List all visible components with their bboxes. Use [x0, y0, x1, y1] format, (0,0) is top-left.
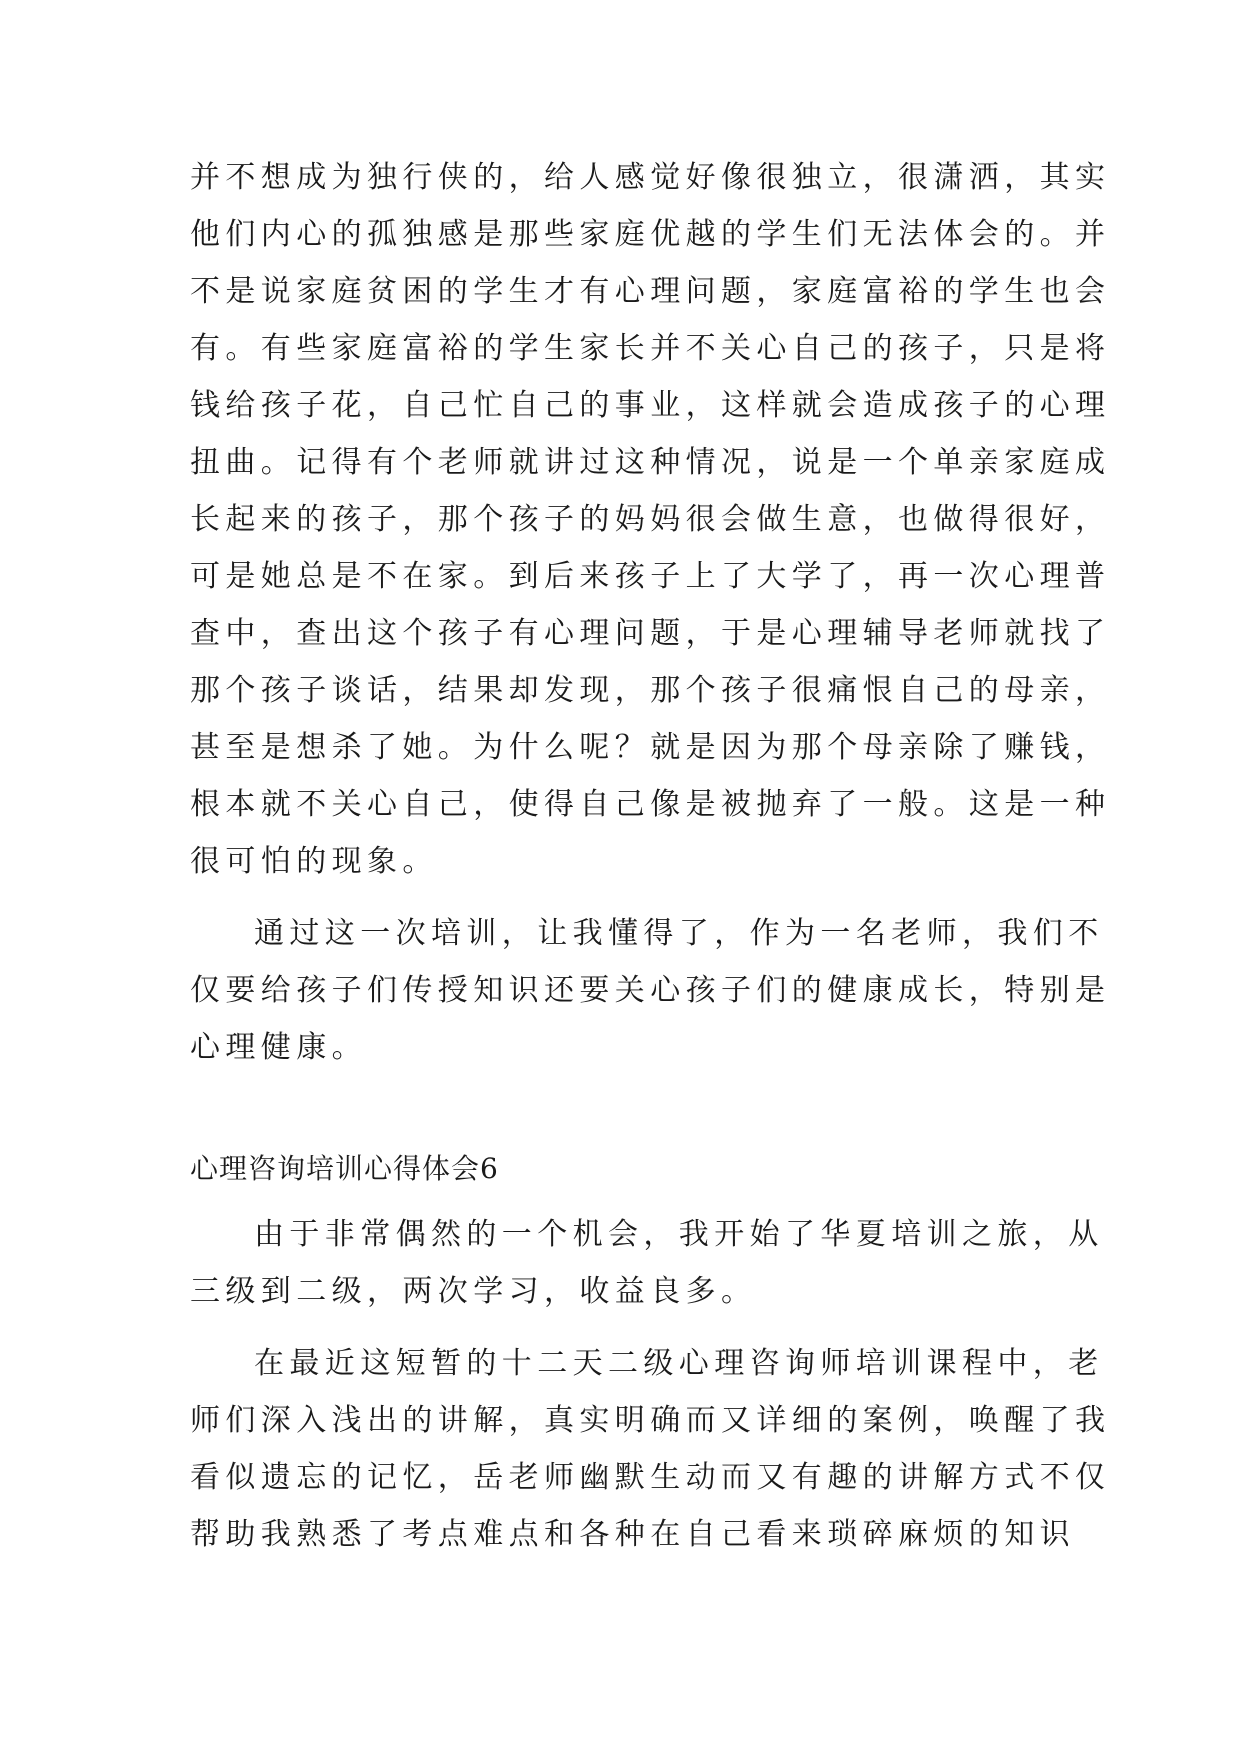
paragraph-line: 不是说家庭贫困的学生才有心理问题，家庭富裕的学生也会 [190, 274, 1111, 309]
paragraph-line: 三级到二级，两次学习，收益良多。 [190, 1274, 757, 1309]
paragraph-line: 通过这一次培训，让我懂得了，作为一名老师，我们不 [254, 916, 1104, 951]
paragraph-line: 扭曲。记得有个老师就讲过这种情况，说是一个单亲家庭成 [190, 445, 1111, 480]
paragraph-line: 那个孩子谈话，结果却发现，那个孩子很痛恨自己的母亲， [190, 673, 1111, 708]
paragraph-line: 甚至是想杀了她。为什么呢？就是因为那个母亲除了赚钱， [190, 730, 1111, 765]
paragraph-line: 看似遗忘的记忆，岳老师幽默生动而又有趣的讲解方式不仅 [190, 1460, 1111, 1495]
paragraph-line: 查中，查出这个孩子有心理问题，于是心理辅导老师就找了 [190, 616, 1111, 651]
paragraph-line: 长起来的孩子，那个孩子的妈妈很会做生意，也做得很好， [190, 502, 1111, 537]
paragraph-line: 在最近这短暂的十二天二级心理咨询师培训课程中，老 [254, 1346, 1104, 1381]
paragraph-line: 仅要给孩子们传授知识还要关心孩子们的健康成长，特别是 [190, 973, 1111, 1008]
paragraph-line: 心理健康。 [190, 1030, 367, 1065]
section-heading: 心理咨询培训心得体会6 [190, 1152, 499, 1185]
paragraph-line: 并不想成为独行侠的，给人感觉好像很独立，很潇洒，其实 [190, 160, 1111, 195]
paragraph-line: 由于非常偶然的一个机会，我开始了华夏培训之旅，从 [254, 1217, 1104, 1252]
paragraph-line: 有。有些家庭富裕的学生家长并不关心自己的孩子，只是将 [190, 331, 1111, 366]
paragraph-line: 师们深入浅出的讲解，真实明确而又详细的案例，唤醒了我 [190, 1403, 1111, 1438]
paragraph-line: 可是她总是不在家。到后来孩子上了大学了，再一次心理普 [190, 559, 1111, 594]
paragraph-line: 根本就不关心自己，使得自己像是被抛弃了一般。这是一种 [190, 787, 1111, 822]
paragraph-line: 钱给孩子花，自己忙自己的事业，这样就会造成孩子的心理 [190, 388, 1111, 423]
paragraph-line: 他们内心的孤独感是那些家庭优越的学生们无法体会的。并 [190, 217, 1111, 252]
paragraph-line: 帮助我熟悉了考点难点和各种在自己看来琐碎麻烦的知识 [190, 1517, 1075, 1552]
paragraph-line: 很可怕的现象。 [190, 844, 438, 879]
